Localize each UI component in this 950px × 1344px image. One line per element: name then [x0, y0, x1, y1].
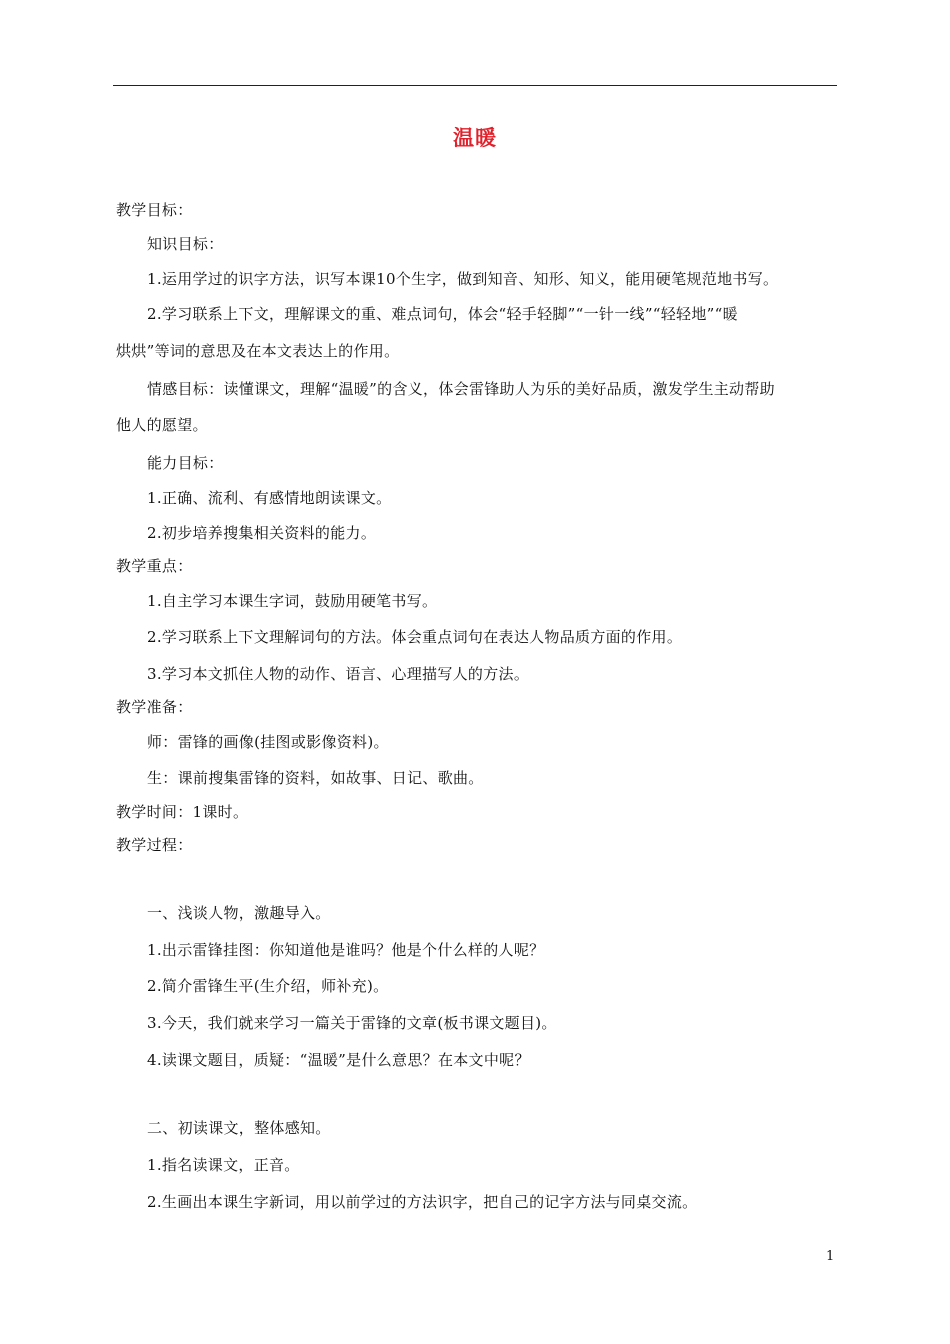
section-heading-preparation: 教学准备：	[116, 698, 193, 716]
paragraph-line: 3.今天，我们就来学习一篇关于雷锋的文章(板书课文题目)。	[147, 1014, 557, 1032]
section-heading-focus: 教学重点：	[116, 557, 193, 575]
paragraph-line: 1.正确、流利、有感情地朗读课文。	[147, 489, 392, 507]
paragraph-line: 1.出示雷锋挂图：你知道他是谁吗？他是个什么样的人呢？	[147, 941, 545, 959]
paragraph-line: 2.简介雷锋生平(生介绍，师补充)。	[147, 977, 389, 995]
section-heading-process: 教学过程：	[116, 836, 193, 854]
page-number: 1	[826, 1249, 835, 1264]
header-rule	[113, 85, 837, 86]
document-title: 温暖	[453, 126, 497, 150]
paragraph-line: 1.自主学习本课生字词，鼓励用硬笔书写。	[147, 592, 438, 610]
paragraph-line: 烘烘”等词的意思及在本文表达上的作用。	[116, 342, 400, 360]
paragraph-line: 4.读课文题目，质疑：“温暖”是什么意思？在本文中呢？	[147, 1051, 530, 1069]
paragraph-line: 2.学习联系上下文理解词句的方法。体会重点词句在表达人物品质方面的作用。	[147, 628, 683, 646]
paragraph-line: 1.指名读课文，正音。	[147, 1156, 300, 1174]
step-heading: 一、浅谈人物，激趣导入。	[147, 904, 331, 922]
paragraph-line: 3.学习本文抓住人物的动作、语言、心理描写人的方法。	[147, 665, 530, 683]
section-heading-goals: 教学目标：	[116, 201, 193, 219]
paragraph-line: 2.初步培养搜集相关资料的能力。	[147, 524, 377, 542]
paragraph-line: 2.生画出本课生字新词，用以前学过的方法识字，把自己的记字方法与同桌交流。	[147, 1193, 698, 1211]
section-heading-time: 教学时间：1课时。	[116, 803, 249, 821]
subheading-knowledge: 知识目标：	[147, 235, 224, 253]
paragraph-line: 情感目标：读懂课文，理解“温暖”的含义，体会雷锋助人为乐的美好品质，激发学生主动帮助	[147, 380, 775, 398]
step-heading: 二、初读课文，整体感知。	[147, 1119, 331, 1137]
paragraph-line: 1.运用学过的识字方法，识写本课10个生字，做到知音、知形、知义，能用硬笔规范地书写。	[147, 270, 779, 288]
paragraph-line: 师：雷锋的画像(挂图或影像资料)。	[147, 733, 389, 751]
paragraph-line: 2.学习联系上下文，理解课文的重、难点词句，体会“轻手轻脚”“一针一线”“轻轻地”“暖	[147, 305, 738, 323]
paragraph-line: 生：课前搜集雷锋的资料，如故事、日记、歌曲。	[147, 769, 484, 787]
subheading-ability: 能力目标：	[147, 454, 224, 472]
paragraph-line: 他人的愿望。	[116, 416, 208, 434]
